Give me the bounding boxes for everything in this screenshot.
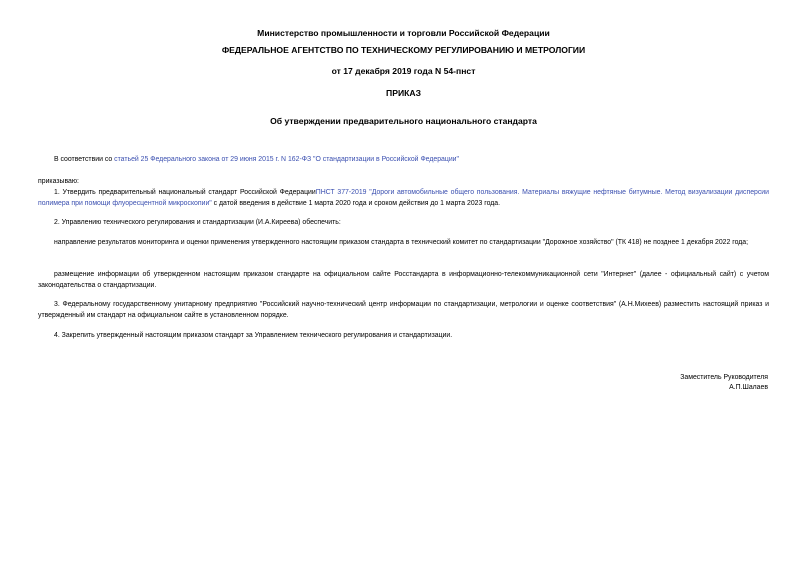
document-title: Об утверждении предварительного национального стандарта xyxy=(270,116,537,126)
item-3-paragraph: 3. Федеральному государственному унитарному предприятию "Российский научно-технический центр информации по стандартизации, метрологии и оценке соответствия" (А.Н.Михеев) разместить настоящий приказ и утвержденный им стандарт на официальном сайте в установленном порядке. xyxy=(38,301,769,319)
order-word: приказываю: xyxy=(38,178,79,185)
item-2b-paragraph: размещение информации об утвержденном настоящим приказом стандарте на официальном сайте Росстандарта в информационно-телекоммуникационной сети "Интернет" (далее - официальный сайт) с учетом законодательства о стандартизации. xyxy=(38,271,769,289)
item-2-paragraph: 2. Управлению технического регулирования и стандартизации (И.А.Киреева) обеспечить: xyxy=(54,219,341,226)
signatory-position: Заместитель Руководителя xyxy=(680,374,768,381)
federal-law-link[interactable]: статьей 25 Федерального закона от 29 июня 2015 г. N 162-ФЗ "О стандартизации в Российской Федерации" xyxy=(114,156,459,163)
item-1-paragraph xyxy=(38,188,769,209)
item-2a-paragraph: направление результатов мониторинга и оценки применения утвержденного настоящим приказом стандарта в технический комитет по стандартизации "Дорожное хозяйство" (ТК 418) не позднее 1 декабря 2022 года; xyxy=(54,239,749,246)
ministry-title: Министерство промышленности и торговли Российской Федерации xyxy=(257,28,550,38)
document-type: ПРИКАЗ xyxy=(386,88,421,98)
intro-paragraph xyxy=(38,155,769,166)
order-date-number: от 17 декабря 2019 года N 54-пнст xyxy=(331,66,476,76)
intro-prefix: В соответствии со xyxy=(54,156,115,163)
standard-link[interactable]: ПНСТ 377-2019 "Дороги автомобильные общего пользования. Материалы вяжущие нефтяные битумные. Метод визуализации дисперсии полимера при помощи флуоресцентной микроскопии" xyxy=(38,189,770,207)
agency-title: ФЕДЕРАЛЬНОЕ АГЕНТСТВО ПО ТЕХНИЧЕСКОМУ РЕГУЛИРОВАНИЮ И МЕТРОЛОГИИ xyxy=(221,45,586,55)
item-4-paragraph: 4. Закрепить утвержденный настоящим приказом стандарт за Управлением технического регулирования и стандартизации. xyxy=(54,332,453,339)
item-1-suffix: с датой введения в действие 1 марта 2020 года и сроком действия до 1 марта 2023 года. xyxy=(211,199,501,207)
signatory-name: А.П.Шалаев xyxy=(729,384,768,391)
item-1-prefix: 1. Утвердить предварительный национальный стандарт Российской Федерации xyxy=(54,189,316,196)
